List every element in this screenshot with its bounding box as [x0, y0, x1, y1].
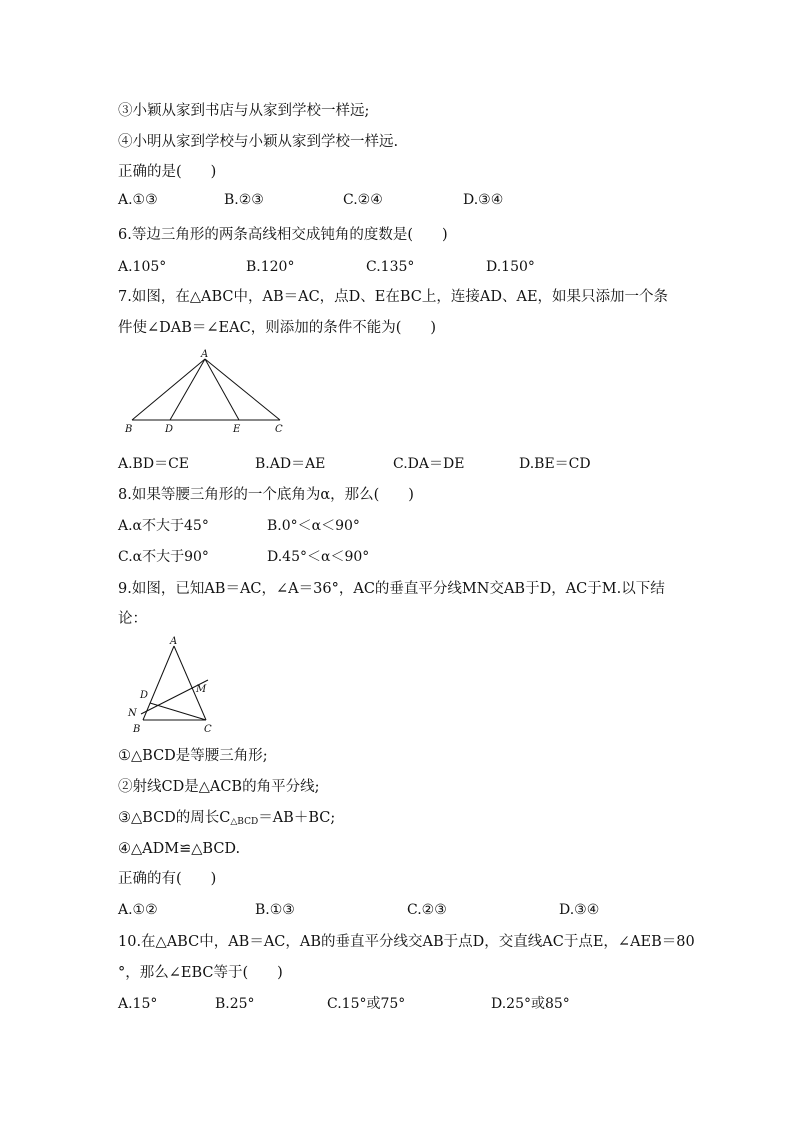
q7-option-a: A.BD＝CE: [118, 456, 190, 472]
q9-stem-line-2: 论：: [118, 611, 147, 627]
q10-option-c: C.15°或75°: [327, 996, 406, 1012]
q8-option-c: C.α不大于90°: [118, 549, 209, 565]
q10-option-b: B.25°: [215, 996, 255, 1012]
q7-segment-ae: [205, 359, 239, 420]
q9-option-b: B.①③: [255, 902, 295, 918]
q5-option-d: D.③④: [463, 192, 504, 208]
q5-option-b: B.②③: [224, 192, 264, 208]
q9-option-d: D.③④: [559, 902, 600, 918]
q7-label-d: D: [165, 424, 174, 435]
q6-option-d: D.150°: [486, 259, 535, 275]
q9-conclusion-1: ①△BCD是等腰三角形;: [118, 748, 268, 764]
q6-option-b: B.120°: [246, 259, 295, 275]
q7-option-d: D.BE＝CD: [519, 456, 591, 472]
q8-option-a: A.α不大于45°: [118, 518, 209, 534]
q7-stem-line-2: 件使∠DAB＝∠EAC，则添加的条件不能为( ): [118, 320, 437, 336]
q10-stem-line-1: 10.在△ABC中，AB＝AC，AB的垂直平分线交AB于点D，交直线AC于点E，∠AEB＝80: [118, 934, 695, 950]
q9-label-n: N: [128, 708, 137, 719]
q9-stem-line-1: 9.如图，已知AB＝AC，∠A＝36°，AC的垂直平分线MN交AB于D，AC于M.以下结: [118, 581, 665, 597]
q5-option-a: A.①③: [118, 192, 158, 208]
q10-option-a: A.15°: [118, 996, 158, 1012]
q9-option-a: A.①②: [118, 902, 158, 918]
q8-option-b: B.0°＜α＜90°: [267, 518, 360, 534]
q7-label-c: C: [275, 424, 283, 435]
q7-segment-ad: [170, 359, 205, 420]
q9-conclusion-2: ②射线CD是△ACB的角平分线;: [118, 779, 320, 795]
q5-statement-3: ③小颖从家到书店与从家到学校一样远;: [118, 103, 370, 119]
q6-option-c: C.135°: [366, 259, 415, 275]
q5-prompt: 正确的是( ): [118, 164, 217, 180]
q9-label-d: D: [140, 690, 149, 701]
q7-option-b: B.AD＝AE: [255, 456, 326, 472]
q7-option-c: C.DA＝DE: [393, 456, 465, 472]
q6-option-a: A.105°: [118, 259, 167, 275]
q9-conclusion-3: [118, 808, 335, 832]
q9-conclusion-4: ④△ADM≌△BCD.: [118, 841, 241, 857]
q8-option-d: D.45°＜α＜90°: [267, 549, 370, 565]
q10-option-d: D.25°或85°: [491, 996, 570, 1012]
q9-conclusion-3-rest: ＝AB＋BC;: [258, 810, 336, 826]
q7-segment-ac: [205, 359, 280, 420]
q7-label-b: B: [125, 424, 133, 435]
q9-prompt: 正确的有( ): [118, 871, 217, 887]
q7-label-e: E: [233, 424, 241, 435]
q7-label-a: A: [201, 349, 209, 360]
q8-stem: 8.如果等腰三角形的一个底角为α，那么( ): [118, 487, 414, 503]
q7-triangle-figure: [118, 346, 298, 436]
q9-conclusion-3-text: ③△BCD的周长C: [118, 810, 231, 826]
q9-label-m: M: [196, 684, 207, 695]
q5-option-c: C.②④: [343, 192, 383, 208]
q9-label-b: B: [133, 724, 141, 735]
q5-statement-4: ④小明从家到学校与小颖从家到学校一样远.: [118, 134, 399, 150]
q9-triangle-figure: [118, 636, 228, 738]
q10-stem-line-2: °，那么∠EBC等于( ): [118, 965, 283, 981]
q6-stem: 6.等边三角形的两条高线相交成钝角的度数是( ): [118, 227, 448, 243]
q7-stem-line-1: 7.如图，在△ABC中，AB＝AC，点D、E在BC上，连接AD、AE，如果只添加一个条: [118, 289, 669, 305]
q9-label-c: C: [204, 724, 212, 735]
q7-segment-ab: [132, 359, 205, 420]
q9-label-a: A: [170, 636, 178, 647]
q9-conclusion-3-subscript: △BCD: [230, 817, 259, 827]
q9-option-c: C.②③: [407, 902, 447, 918]
